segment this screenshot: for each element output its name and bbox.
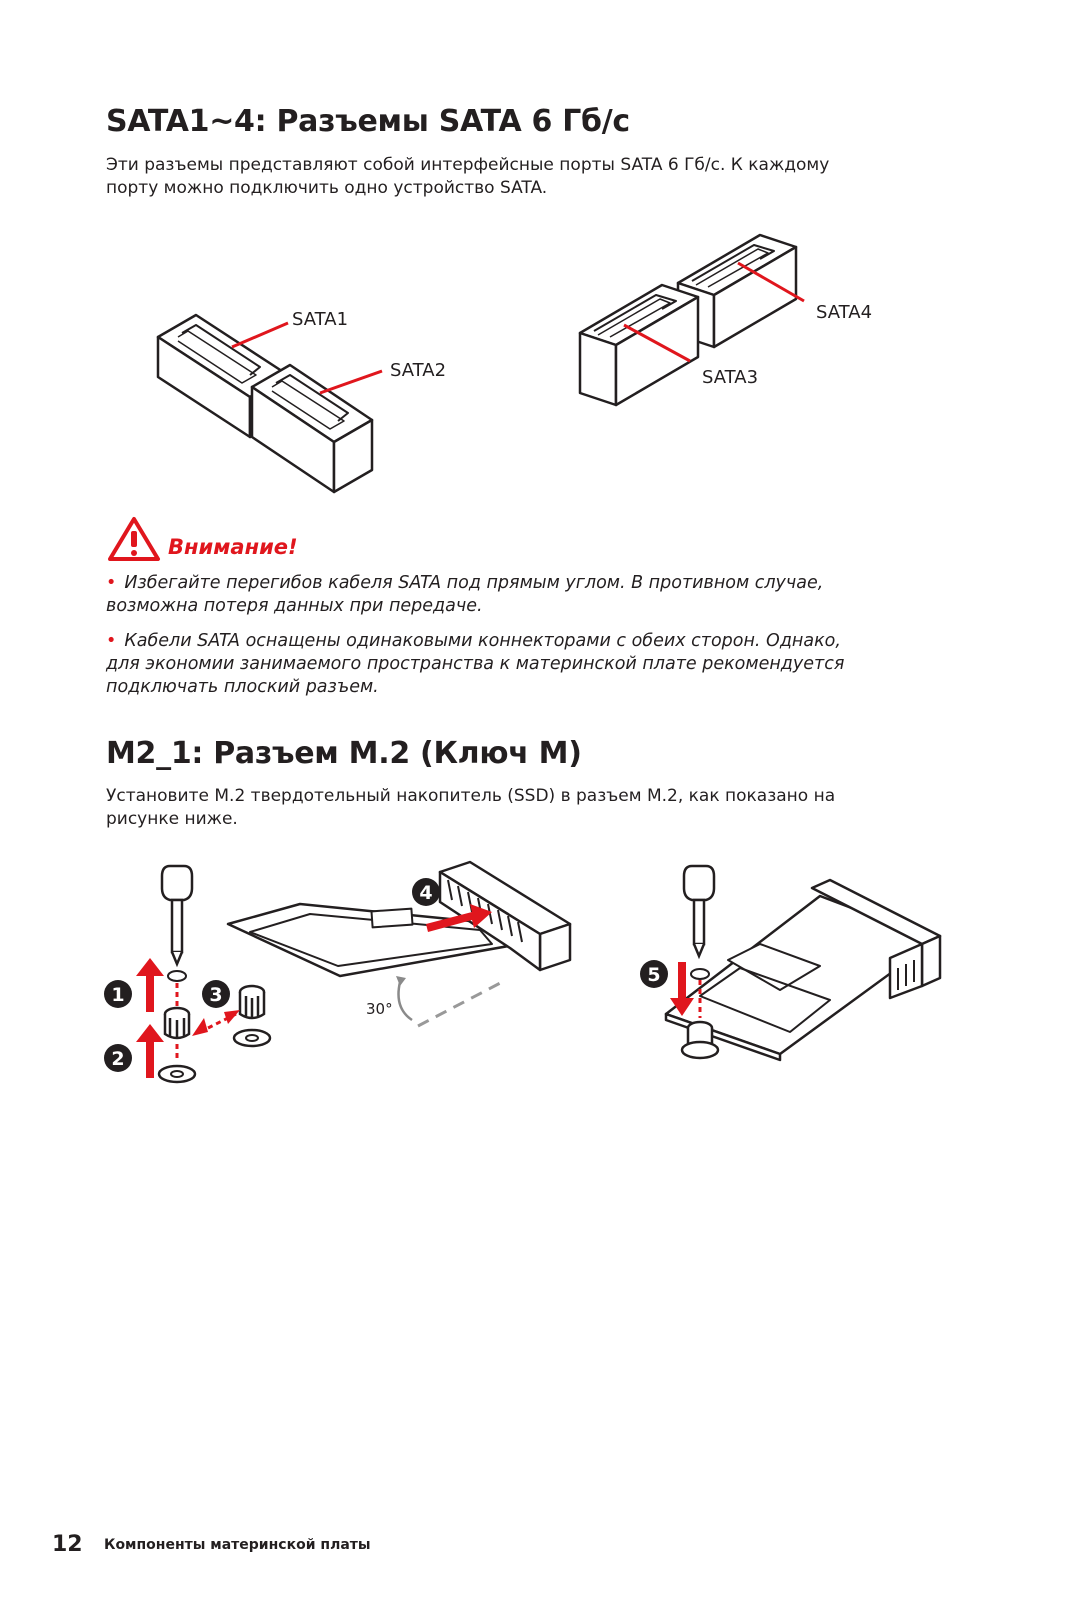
sata-description-line2: порту можно подключить одно устройство SATA. <box>106 178 548 198</box>
bullet-dot: • <box>106 573 117 593</box>
warning-bullet-2-line3: подключать плоский разъем. <box>106 677 379 697</box>
page-number: 12 <box>52 1532 83 1557</box>
sata3-connector <box>580 285 698 405</box>
warning-bullet-2-line2: для экономии занимаемого пространства к материнской плате рекомендуется <box>106 654 845 674</box>
sata2-connector <box>252 365 372 492</box>
sata2-leader-line <box>320 371 382 393</box>
m2-section-title: M2_1: Разъем M.2 (Ключ M) <box>106 736 582 771</box>
svg-text:4: 4 <box>419 882 433 904</box>
screwdriver-icon <box>162 866 192 964</box>
warning-bullet-1-line1: • Избегайте перегибов кабеля SATA под прямым углом. В противном случае, <box>106 573 824 593</box>
warning-bullet-2-line1: • Кабели SATA оснащены одинаковыми коннекторами с обеих сторон. Однако, <box>106 631 841 651</box>
m2-description-line1: Установите M.2 твердотельный накопитель (SSD) в разъем M.2, как показано на <box>106 786 836 806</box>
m2-installation-diagram <box>100 848 950 1088</box>
sata2-label: SATA2 <box>390 360 447 381</box>
warning-triangle-icon <box>106 515 162 563</box>
sata1-leader-line <box>232 323 288 347</box>
screw-icon <box>168 971 186 981</box>
angle-arc <box>399 982 413 1020</box>
svg-text:2: 2 <box>111 1048 125 1070</box>
sata4-label: SATA4 <box>816 302 873 323</box>
sata-connectors-diagram <box>140 225 920 510</box>
sata-section-title: SATA1~4: Разъемы SATA 6 Гб/с <box>106 104 630 139</box>
standoff-relocated-icon <box>240 986 264 1018</box>
warning-bullet-1-line2: возможна потеря данных при передаче. <box>106 596 483 616</box>
screwdriver-icon <box>684 866 714 956</box>
bullet-dot: • <box>106 631 117 651</box>
sata3-label: SATA3 <box>702 367 759 388</box>
sata-description-line1: Эти разъемы представляют собой интерфейсные порты SATA 6 Гб/с. К каждому <box>106 155 830 175</box>
angle-label: 30° <box>366 1000 393 1018</box>
angle-guide-line <box>418 980 506 1026</box>
svg-text:3: 3 <box>209 984 223 1006</box>
svg-text:1: 1 <box>111 984 125 1006</box>
step1-arrow-icon <box>136 958 164 1012</box>
screw-icon <box>691 969 709 979</box>
sata1-label: SATA1 <box>292 309 349 330</box>
svg-text:5: 5 <box>647 964 661 986</box>
warning-title: Внимание! <box>168 535 298 559</box>
footer-section-title: Компоненты материнской платы <box>104 1537 371 1553</box>
standoff-icon <box>165 1008 189 1038</box>
m2-description-line2: рисунке ниже. <box>106 809 238 829</box>
